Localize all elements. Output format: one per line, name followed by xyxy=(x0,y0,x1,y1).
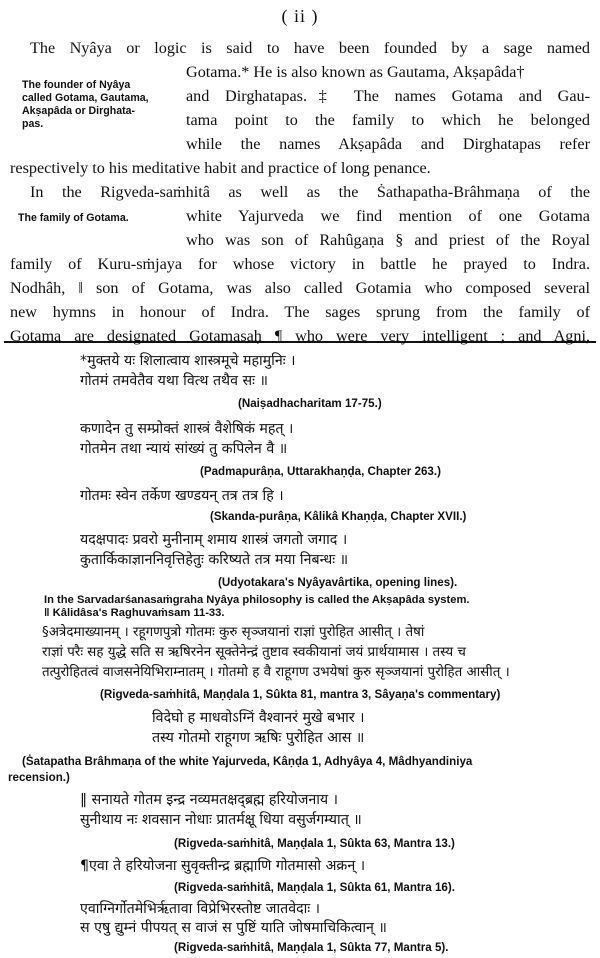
footnote-verse-line: विदेघो ह माधवोऽग्निं वैश्वानरं मुखे बभार । xyxy=(152,710,365,726)
footnote-citation: (Padmapurâṇa, Uttarakhaṇḍa, Chapter 263.) xyxy=(200,465,441,478)
paragraph-line: while the names Akṣapâda and Dirghatapas refer xyxy=(186,135,590,153)
paragraph-line: Gotama.* He is also known as Gautama, Akṣapâda† xyxy=(186,63,525,81)
page-number: ( ii ) xyxy=(281,6,319,26)
side-note-line: The family of Gotama. xyxy=(18,212,129,224)
side-note-founder xyxy=(22,79,149,131)
paragraph-line: Gotama are designated Gotamasaḥ ¶ who were very intelligent ; and Agni, xyxy=(10,327,590,345)
footnote-verse-line: ‖ सनायते गोतम इन्द्र नव्यमतक्षद्ब्रह्म हरियोजनाय । xyxy=(80,792,339,808)
side-note-line: pas. xyxy=(22,118,44,130)
footnote-citation: (Skanda-purâṇa, Kâlikâ Khaṇḍa, Chapter XVII.) xyxy=(210,510,467,523)
footnote-verse-line: §अत्रेदमाख्यानम् । रहूगणपुत्रो गोतमः कुरु सृञ्जयानां राज्ञां पुरोहित आसीत् । तेषां xyxy=(42,625,425,640)
footnote-verse-line: कुतार्किकाज्ञाननिवृत्तिहेतुः करिष्यते तत्र मया निबन्धः ॥ xyxy=(80,552,349,568)
footnote-verse-line: राज्ञां परैः सह युद्धे सति स ऋषिरनेन सूक्तेनेन्द्रं तुष्टाव स्वकीयानां जयं प्रार्थयामास । तस्य च xyxy=(42,645,466,660)
footnote-divider xyxy=(4,341,596,343)
paragraph-line: new hymns in honour of Indra. The sages sprung from the family of xyxy=(10,303,590,321)
side-note-line: called Gotama, Gautama, xyxy=(22,92,149,104)
footnote-citation: (Naiṣadhacharitam 17-75.) xyxy=(238,397,382,410)
side-note-line: Akṣapâda or Dirghata- xyxy=(22,105,136,117)
footnote-verse-line: ¶एवा ते हरियोजना सुवृक्तीन्द्र ब्रह्माणि गोतमासो अक्रन् । xyxy=(80,858,366,874)
paragraph-line: family of Kuru-sṁjaya for whose victory in battle he prayed to Indra. xyxy=(10,255,590,273)
paragraph-line: who was son of Rahûgaṇa § and priest of the Royal xyxy=(186,231,590,249)
paragraph-line: tama point to the family to which he belonged xyxy=(186,111,590,129)
footnote-verse-line: *मुक्तये यः शिलात्वाय शास्त्रमूचे महामुनिः । xyxy=(80,353,296,369)
paragraph-line: Nodhâh, ‖ son of Gotama, was also called Gotamia who composed several xyxy=(10,279,590,297)
footnote-verse-line: यदक्षपादः प्रवरो मुनीनाम् शमाय शास्त्रं जगतो जगाद । xyxy=(80,532,348,548)
footnote-citation: (Rigveda-saṁhitâ, Maṇḍala 1, Sûkta 81, mantra 3, Sâyaṇa's commentary) xyxy=(100,688,501,701)
paragraph-line: and Dirghatapas.‡ The names Gotama and Gau- xyxy=(186,87,590,105)
footnote-citation: (Ṡatapatha Brâhmaṇa of the white Yajurveda, Kâṇḍa 1, Adhyâya 4, Mâdhyandiniya xyxy=(22,755,473,768)
footnote-verse-line: तस्य गोतमो राहूगण ऋषिः पुरोहित आस ॥ xyxy=(152,730,365,746)
footnote-citation: (Rigveda-saṁhitâ, Maṇḍala 1, Sûkta 77, Mantra 5). xyxy=(174,941,449,954)
paragraph-line: respectively to his meditative habit and practice of long penance. xyxy=(10,159,431,177)
footnote-verse-line: सुनीथाय नः शवसान नोधाः प्रातर्मक्षू धिया वसुर्जगम्यात् ॥ xyxy=(80,812,362,828)
paragraph-line: In the Rigveda-saṁhitâ as well as the Ṡathapatha-Brâhmaṇa of the xyxy=(30,183,590,201)
footnote-note: In the Sarvadarśanasaṁgraha Nyâya philosophy is called the Akṣapâda system. xyxy=(44,594,470,606)
footnote-note: ‖ Kâlidâsa's Raghuvaṁsam 11-33. xyxy=(44,607,225,619)
footnote-verse-line: तत्पुरोहितत्वं वाजसनेयिभिराम्नातम् । गोतमो ह वै राहूगण उभयेषां कुरु सृञ्जयानां पुरोहित आसीत् । xyxy=(42,665,510,680)
paragraph-line: The Nyâya or logic is said to have been founded by a sage named xyxy=(30,39,590,57)
paragraph-line: white Yajurveda we find mention of one Gotama xyxy=(186,207,590,225)
footnote-verse-line: एवाग्निर्गोतमेभिर्ऋतावा विप्रेभिरस्तोष्ट जातवेदाः । xyxy=(80,901,321,917)
footnote-verse-line: कणादेन तु सम्प्रोक्तं शास्त्रं वैशेषिकं महत् । xyxy=(80,421,294,437)
footnote-verse-line: गोतमेन तथा न्यायं सांख्यं तु कपिलेन वै ॥ xyxy=(80,441,288,457)
footnote-citation: (Rigveda-saṁhitâ, Maṇḍala 1, Sûkta 63, Mantra 13.) xyxy=(174,837,455,850)
footnote-verse-line: स एषु द्युम्नं पीपयत् स वाजं स पुष्टिं याति जोषमाचिकित्वान् ॥ xyxy=(80,920,387,936)
footnote-citation: (Rigveda-saṁhitâ, Maṇḍala 1, Sûkta 61, Mantra 16). xyxy=(174,881,455,894)
footnote-citation: recension.) xyxy=(8,771,70,784)
side-note-line: The founder of Nyâya xyxy=(22,79,131,91)
footnote-verse-line: गोतमः स्वेन तर्केण खण्डयन् तत्र तत्र हि । xyxy=(80,488,284,504)
footnote-citation: (Udyotakara's Nyâyavârtika, opening lines). xyxy=(218,576,458,589)
footnote-verse-line: गोतमं तमवेतैव यथा वित्थ तथैव सः ॥ xyxy=(80,373,268,389)
side-note-family xyxy=(18,212,129,225)
